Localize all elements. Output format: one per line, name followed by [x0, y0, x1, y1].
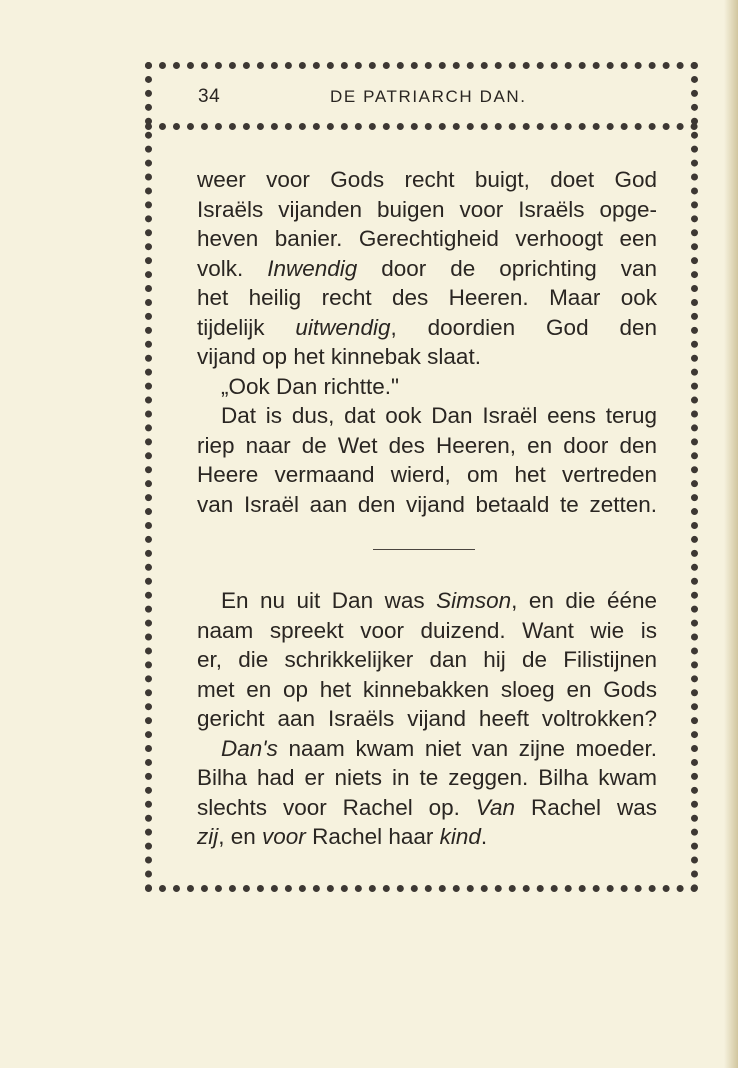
- text-line: [197, 342, 657, 372]
- text-line: [197, 165, 657, 195]
- text-span: Dat is dus, dat ook Dan Israël eens terug: [221, 403, 657, 428]
- text-span: door de oprichting van: [357, 255, 657, 281]
- text-line: [197, 224, 657, 254]
- text-line: [197, 704, 657, 734]
- text-span: Heere vermaand wierd, om het vertreden: [197, 462, 657, 487]
- text-span: .: [480, 824, 488, 849]
- text-line: [197, 645, 657, 675]
- text-line: [197, 616, 657, 646]
- text-span: Rachel was: [515, 794, 657, 820]
- text-line: [197, 490, 657, 520]
- text-line: [197, 254, 657, 284]
- italic-text-span: voor: [262, 824, 306, 849]
- italic-text-span: Inwendig: [267, 255, 358, 281]
- text-section-2: [197, 586, 657, 852]
- text-span: tijdelijk: [197, 314, 296, 340]
- text-line: [197, 675, 657, 705]
- text-line: [197, 734, 657, 764]
- text-span: weer voor Gods recht buigt, doet God: [197, 167, 657, 192]
- page-edge-shadow: [724, 0, 738, 1068]
- text-line: [197, 195, 657, 225]
- text-line: [197, 763, 657, 793]
- text-span: heven banier. Gerechtigheid verhoogt een: [197, 226, 657, 251]
- text-line: [197, 586, 657, 616]
- text-span: gericht aan Israëls vijand heeft voltrokken?: [197, 706, 657, 731]
- italic-text-span: Van: [475, 794, 516, 820]
- text-line: [197, 822, 657, 852]
- text-line: [197, 793, 657, 823]
- italic-text-span: Dan's: [221, 735, 278, 761]
- page-number: 34: [198, 86, 221, 107]
- text-line: [197, 431, 657, 461]
- text-line: [197, 372, 657, 402]
- text-span: , en: [218, 824, 263, 849]
- text-span: riep naar de Wet des Heeren, en door den: [197, 432, 657, 458]
- text-section-1: [197, 165, 657, 519]
- text-span: vijand op het kinnebak slaat.: [197, 344, 481, 369]
- text-span: het heilig recht des Heeren. Maar ook: [197, 285, 657, 310]
- italic-text-span: uitwendig: [295, 314, 391, 340]
- italic-text-span: zij: [197, 824, 219, 849]
- text-span: er, die schrikkelijker dan hij de Filistijnen: [197, 647, 657, 672]
- text-span: naam spreekt voor duizend. Want wie is: [197, 617, 657, 643]
- text-line: [197, 401, 657, 431]
- text-line: [197, 313, 657, 343]
- header-ornament-divider: [145, 123, 698, 130]
- text-span: van Israël aan den vijand betaald te zetten.: [197, 491, 657, 517]
- text-span: , en die ééne: [511, 588, 657, 613]
- text-span: , doordien God den: [390, 314, 657, 340]
- text-span: volk.: [197, 255, 268, 281]
- text-span: naam kwam niet van zijne moeder.: [277, 735, 657, 761]
- text-line: [197, 460, 657, 490]
- running-head: DE PATRIARCH DAN.: [330, 87, 527, 106]
- text-span: Israëls vijanden buigen voor Israëls opge-: [197, 196, 657, 222]
- text-span: Bilha had er niets in te zeggen. Bilha kwam: [197, 765, 657, 790]
- italic-text-span: kind: [439, 824, 481, 849]
- text-span: met en op het kinnebakken sloeg en Gods: [197, 676, 657, 702]
- text-span: Rachel haar: [305, 824, 440, 849]
- text-span: En nu uit Dan was: [221, 588, 437, 613]
- text-line: [197, 283, 657, 313]
- italic-text-span: Simson: [436, 588, 512, 613]
- text-span: „Ook Dan richtte.": [221, 373, 400, 399]
- section-divider-rule: [373, 549, 475, 550]
- text-span: slechts voor Rachel op.: [197, 794, 476, 820]
